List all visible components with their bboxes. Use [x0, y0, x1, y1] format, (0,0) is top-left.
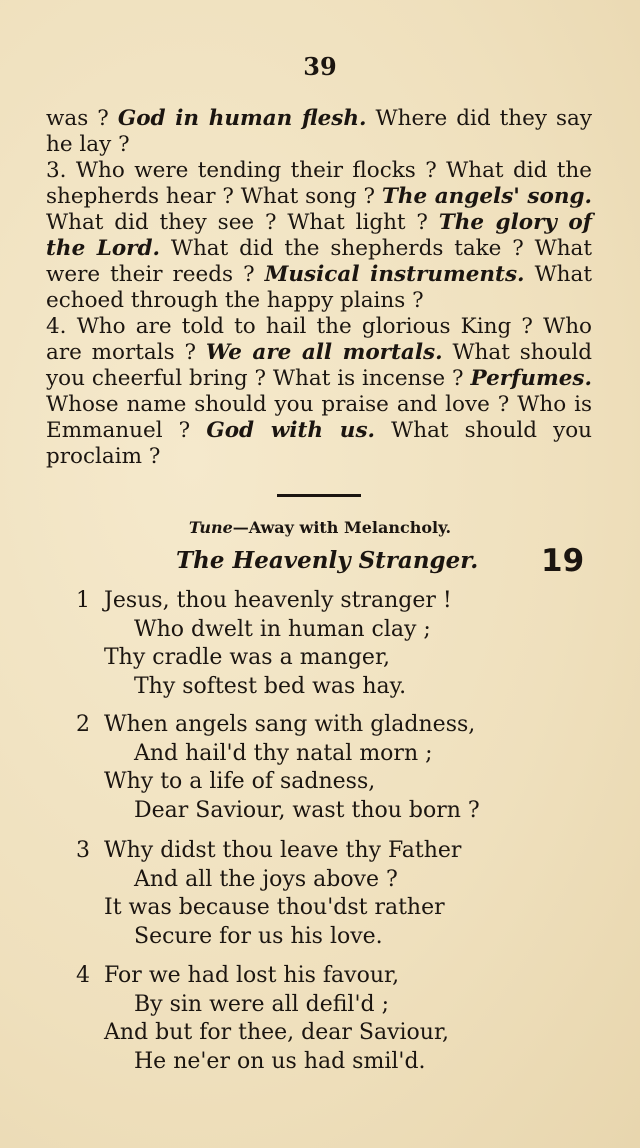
stanza-2: [76, 711, 596, 825]
verse-line: When angels sang with gladness,: [104, 712, 476, 737]
answer-text: The angels' song.: [381, 184, 592, 209]
question-text: was ?: [46, 106, 118, 131]
stanza-number: 3: [76, 838, 90, 863]
tune-name: —Away with Melancholy.: [232, 518, 452, 537]
stanza-number: 2: [76, 712, 90, 737]
catechism-question-4: [46, 314, 592, 470]
question-text: 4. Who are told to hail the glorious King ? Who are mortals ?: [46, 314, 592, 365]
question-text: What did they see ? What light ?: [46, 210, 439, 235]
question-text: What should you proclaim ?: [46, 418, 593, 469]
verse-line: Secure for us his love.: [134, 923, 383, 949]
verse-line: Thy cradle was a manger,: [104, 645, 391, 670]
answer-text: The glory of the Lord.: [46, 210, 592, 261]
verse-line: Who dwelt in human clay ;: [134, 616, 431, 642]
verse-line: Why didst thou leave thy Father: [104, 838, 462, 863]
page-number: 39: [303, 52, 337, 81]
verse-line: For we had lost his favour,: [104, 963, 400, 988]
verse-line: Dear Saviour, wast thou born ?: [134, 797, 480, 823]
answer-text: Musical instruments.: [264, 262, 525, 287]
verse-line: And but for thee, dear Saviour,: [104, 1020, 450, 1045]
catechism-section: [46, 106, 592, 470]
catechism-continuation: [46, 106, 592, 158]
question-text: Whose name should you praise and love ? Who is Emmanuel ?: [46, 392, 592, 443]
answer-text: We are all mortals.: [205, 340, 443, 365]
question-text: What did the shepherds take ? What were their reeds ?: [46, 236, 592, 287]
verse-line: Thy softest bed was hay.: [134, 673, 407, 699]
verse-line: Jesus, thou heavenly stranger !: [104, 588, 452, 613]
section-divider: [277, 494, 361, 497]
verse-line: It was because thou'dst rather: [104, 895, 445, 920]
stanza-1: [76, 587, 596, 701]
verse-line: He ne'er on us had smil'd.: [134, 1048, 426, 1074]
verse-line: And hail'd thy natal morn ;: [134, 740, 433, 766]
answer-text: God in human flesh.: [117, 106, 367, 131]
verse-line: By sin were all defil'd ;: [134, 991, 389, 1017]
stanza-3: [76, 837, 596, 951]
tune-line: [0, 518, 640, 537]
hymn-number: 19: [541, 543, 585, 579]
verse-line: Why to a life of sadness,: [104, 769, 376, 794]
question-text: Where did they say he lay ?: [46, 106, 592, 157]
verse-line: And all the joys above ?: [134, 866, 398, 892]
question-text: What echoed through the happy plains ?: [46, 262, 592, 313]
stanza-number: 4: [76, 963, 90, 988]
question-text: 3. Who were tending their flocks ? What did the shepherds hear ? What song ?: [46, 158, 592, 209]
answer-text: Perfumes.: [470, 366, 592, 391]
stanza-number: 1: [76, 588, 90, 613]
answer-text: God with us.: [206, 418, 376, 443]
hymn-title: The Heavenly Stranger.: [176, 547, 479, 574]
stanza-4: [76, 962, 596, 1076]
question-text: What should you cheerful bring ? What is incense ?: [46, 340, 593, 391]
tune-label: Tune: [188, 518, 233, 537]
catechism-question-3: [46, 158, 592, 314]
